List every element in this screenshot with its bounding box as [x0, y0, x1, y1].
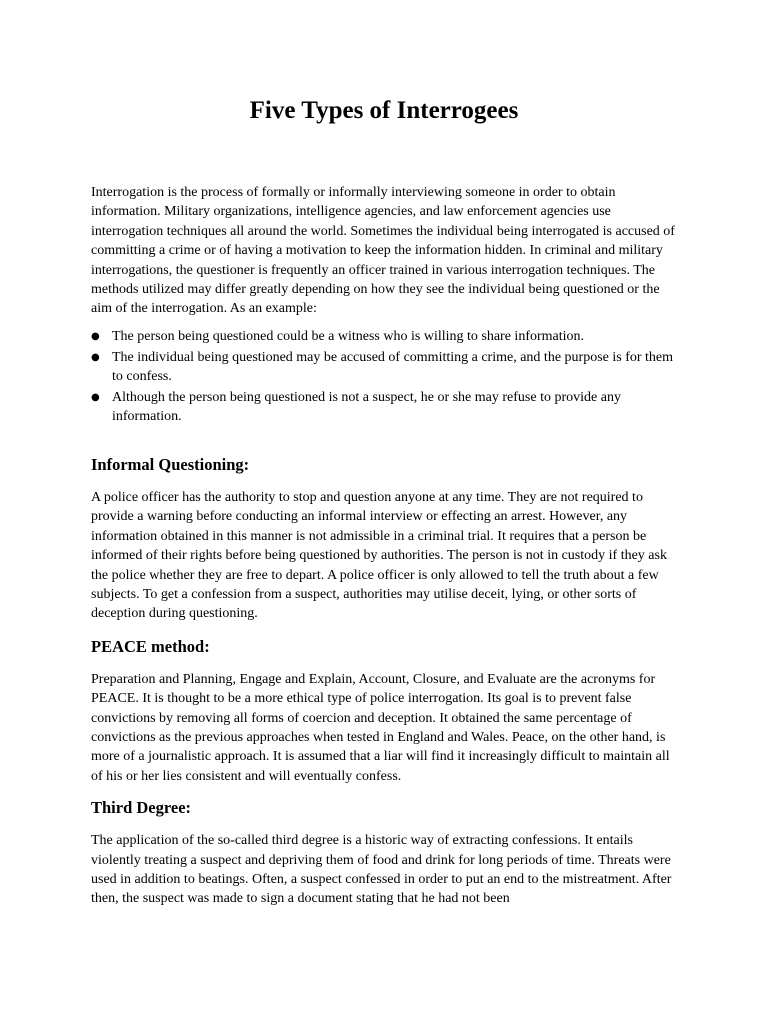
list-item [91, 348, 681, 387]
section-heading-informal-questioning: Informal Questioning: [91, 454, 250, 474]
document-body [91, 183, 681, 909]
intro-paragraph: Interrogation is the process of formally or informally interviewing someone in order to obtain information. Military organizations, intelligence agencies, and law enforcement agencies use interrogation techniques all around the world. Sometimes the individual being interrogated is accused of committing a crime or of having a motivation to keep the information hidden. In criminal and military interrogations, the questioner is frequently an officer trained in various interrogation techniques. The methods utilized may differ greatly depending on how they see the individual being questioned or the aim of the interrogation. As an example: [91, 185, 675, 317]
bullet-icon: ● [91, 351, 100, 363]
bullet-icon: ● [91, 392, 100, 404]
section-body-peace-method: Preparation and Planning, Engage and Explain, Account, Closure, and Evaluate are the acronyms for PEACE. It is thought to be a more ethical type of police interrogation. Its goal is to prevent false convictions by removing all forms of coercion and deception. It obtained the same percentage of convictions as the previous approaches when tested in England and Wales. Peace, on the other hand, is more of a journalistic approach. It is assumed that a liar will find it increasingly difficult to maintain all of his or her lies consistent and will eventually confess. [91, 671, 670, 784]
section-body-informal-questioning: A police officer has the authority to stop and question anyone at any time. They are not required to provide a warning before conducting an informal interview or effecting an arrest. However, any information obtained in this manner is not admissible in a criminal trial. It requires that a person be informed of their rights before being questioned by authorities. The person is not in custody if they ask the police whether they are free to depart. A police officer is only allowed to tell the truth about a few subjects. To get a confession from a suspect, authorities may utilise deceit, lying, or other sorts of deception during questioning. [91, 489, 667, 622]
example-list [91, 327, 681, 427]
list-item-text: The individual being questioned may be accused of committing a crime, and the purpose is for them to confess. [112, 349, 674, 385]
section-body-third-degree: The application of the so-called third degree is a historic way of extracting confessions. It entails violently treating a suspect and depriving them of food and drink for long periods of time. Threats were used in addition to beatings. Often, a suspect confessed in order to put an end to the mistreatment. After then, the suspect was made to sign a document stating that he had not been [91, 833, 672, 907]
list-item-text: The person being questioned could be a witness who is willing to share information. [112, 328, 585, 344]
list-item [91, 327, 681, 346]
section-heading-third-degree: Third Degree: [91, 798, 192, 818]
bullet-icon: ● [91, 330, 100, 342]
section-heading-peace-method: PEACE method: [91, 636, 210, 656]
document-title: Five Types of Interrogees [249, 97, 519, 124]
list-item [91, 388, 681, 427]
list-item-text: Although the person being questioned is not a suspect, he or she may refuse to provide any information. [112, 390, 621, 425]
